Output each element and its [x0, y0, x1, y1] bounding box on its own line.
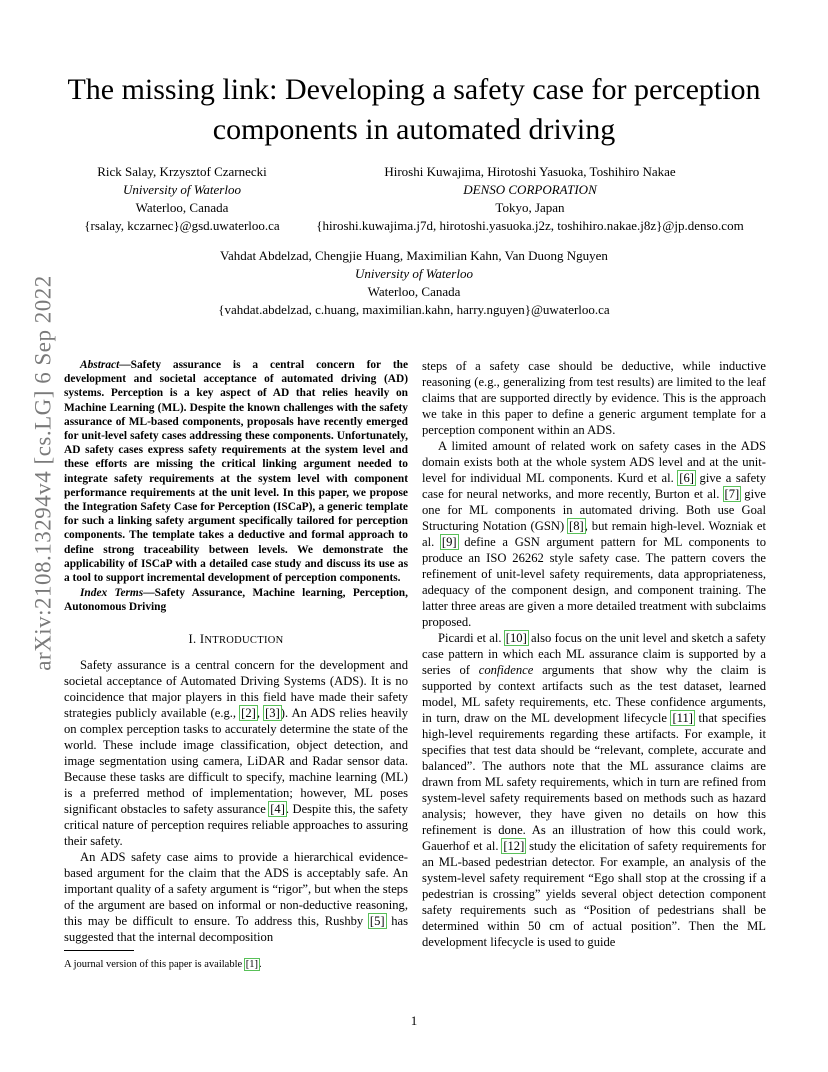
author-group-denso: [300, 163, 760, 235]
citation-link[interactable]: [3]: [265, 705, 280, 720]
author-email: {vahdat.abdelzad, c.huang, maximilian.kahn, harry.nguyen}@uwaterloo.ca: [218, 302, 610, 317]
intro-paragraph-5: [422, 630, 766, 950]
footnote: [64, 958, 408, 971]
citation-link[interactable]: [11]: [672, 711, 693, 725]
author-email: {rsalay, kczarnec}@gsd.uwaterloo.ca: [84, 218, 280, 233]
author-names: Rick Salay, Krzysztof Czarnecki: [97, 164, 267, 179]
text-run: study the elicitation of safety requirements for an ML-based pedestrian detector. For example, an analysis of the system-level safety requirement “Ego shall stop at the crossing if a pedestrian is crossing” yields several object detection component safety requirements such as “Position of pedestrians shall be determined within 50 cm of actual position”. Then the ML development lifecycle is used to guide: [422, 839, 766, 949]
text-run: ,: [256, 705, 265, 720]
emphasis-text: confidence: [478, 663, 534, 677]
author-group-waterloo-1: [72, 163, 292, 235]
citation-link[interactable]: [8]: [569, 519, 584, 533]
section-number: I.: [188, 631, 197, 646]
page-number: 1: [410, 1013, 418, 1028]
citation-link[interactable]: [2]: [241, 705, 256, 720]
section-first-letter: I: [199, 631, 205, 646]
author-affiliation: University of Waterloo: [355, 266, 473, 281]
text-run: , but remain high-level. Wozniak et al.: [422, 519, 766, 549]
left-column: [64, 358, 408, 945]
text-run: give a safety case for neural networks, and more recently, Burton et al.: [422, 471, 766, 501]
text-run: also focus on the unit level and sketch a safety case pattern in which each ML assurance claim is supported by a series of: [422, 631, 766, 677]
arxiv-side-stamp: [24, 274, 64, 671]
section-title-rest: NTRODUCTION: [204, 634, 284, 646]
arxiv-identifier: arXiv:2108.13294v4 [cs.LG] 6 Sep 2022: [31, 274, 56, 671]
author-group-waterloo-2: [150, 247, 678, 319]
text-run: arguments that show why the claim is supported by context artifacts such as the test dataset, learned model, ML safety requirements, etc. These confidence arguments, in turn, draw on the ML development lifecycle: [422, 663, 766, 725]
citation-link[interactable]: [12]: [503, 839, 525, 853]
text-run: An ADS safety case aims to provide a hierarchical evidence-based argument for the claim that the ADS is acceptably safe. An important quality of a safety argument is “rigor”, but when the steps of the argument are based on informal or non-deductive reasoning, this may be difficult to ensure. To address this, Rushby: [64, 849, 408, 928]
intro-paragraph-4: [422, 438, 766, 630]
author-affiliation: DENSO CORPORATION: [463, 182, 597, 197]
author-email: {hiroshi.kuwajima.j7d, hirotoshi.yasuoka.j2z, toshihiro.nakae.j8z}@jp.denso.com: [316, 218, 744, 233]
abstract-text: —Safety assurance is a central concern for the development and societal acceptance of automated driving (AD) systems. Perception is a key aspect of AD that relies heavily on Machine Learning (ML). Despite the known challenges with the safety assurance of ML-based components, proposals have recently emerged for unit-level safety cases addressing these components. Unfortunately, AD safety cases express safety requirements at the system level and these efforts are missing the critical linking argument needed to integrate safety requirements at the system level with component performance requirements at the unit level. In this paper, we propose the Integration Safety Case for Perception (ISCaP), a generic template for such a linking safety argument specifically tailored for perception components. The template takes a deductive and formal approach to define strong traceability between levels. We demonstrate the applicability of ISCaP with a detailed case study and discuss its use as a tool to support incremental development of perception components.: [64, 359, 408, 585]
citation-link[interactable]: [5]: [369, 913, 385, 928]
section-heading-introduction: [64, 631, 408, 649]
text-run: . Despite this, the safety critical nature of perception requires reliable approaches to assuring their safety.: [64, 801, 408, 848]
intro-paragraph-3: steps of a safety case should be deductive, while inductive reasoning (e.g., generalizing from test results) are limited to the leaf claims that are supported directly by evidence. This is the approach we take in this paper to define a generic argument template for a perception component within an ADS.: [422, 359, 766, 437]
paper-title: The missing link: Developing a safety case for perception components in automated driving: [67, 73, 761, 146]
text-run: that specifies high-level requirements regarding these artifacts. For example, it specifies that test data should be “relevant, complete, accurate and balanced”. The authors note that the ML assurance claims are drawn from ML safety requirements, which in turn are refined from system-level safety requirements based on methods such as hazard analysis; however, they have given no details on how this refinement is done. As an illustration of how this could work, Gauerhof et al.: [422, 711, 766, 853]
text-run: A limited amount of related work on safety cases in the ADS domain exists both at the whole system ADS level and at the unit-level for individual ML components. Kurd et al.: [422, 439, 766, 485]
text-run: define a GSN argument pattern for ML components to produce an ISO 26262 style safety case. The pattern covers the refinement of unit-level safety requirements, data appropriateness, adequacy of the component design, and component training. The latter three areas are given a more detailed treatment with subclaims proposed.: [422, 535, 766, 629]
text-run: Safety assurance is a central concern for the development and societal acceptance of Automated Driving Systems (ADS). It is no coincidence that major players in this field have made their safety strategies publicly available (e.g.,: [64, 657, 408, 720]
text-run: ). An ADS relies heavily on complex perception tasks to accurately determine the state of the world. These include image classification, object detection, and image segmentation using camera, LiDAR and Radar sensor data. Because these tasks are difficult to specify, machine learning (ML) is a preferred method of implementation; however, ML poses significant obstacles to safety assurance: [64, 705, 408, 816]
citation-link[interactable]: [4]: [270, 801, 285, 816]
text-run: give one for ML components in automated driving. Both use Goal Structuring Notation (GSN): [422, 487, 766, 533]
author-location: Waterloo, Canada: [135, 200, 229, 215]
citation-link[interactable]: [10]: [505, 631, 527, 645]
author-affiliation: University of Waterloo: [123, 182, 241, 197]
text-run: .: [259, 959, 262, 970]
abstract: [64, 358, 408, 585]
index-terms: [64, 586, 408, 614]
intro-paragraph-1: [64, 657, 408, 849]
right-column: [422, 358, 766, 950]
author-location: Waterloo, Canada: [367, 284, 461, 299]
abstract-lead: Abstract: [80, 359, 120, 371]
footnote-rule: [64, 950, 134, 951]
text-run: A journal version of this paper is available: [64, 959, 245, 970]
citation-link[interactable]: [6]: [679, 471, 694, 485]
text-run: has suggested that the internal decomposition: [64, 913, 408, 944]
text-run: Picardi et al.: [438, 631, 505, 645]
index-terms-text: —Safety Assurance, Machine learning, Perception, Autonomous Driving: [64, 587, 408, 614]
citation-link[interactable]: [1]: [245, 959, 259, 970]
citation-link[interactable]: [9]: [441, 535, 457, 549]
author-names: Vahdat Abdelzad, Chengjie Huang, Maximilian Kahn, Van Duong Nguyen: [220, 248, 608, 263]
author-location: Tokyo, Japan: [495, 200, 565, 215]
intro-paragraph-2: [64, 849, 408, 945]
citation-link[interactable]: [7]: [724, 487, 740, 501]
index-terms-lead: Index Terms: [80, 587, 144, 600]
author-names: Hiroshi Kuwajima, Hirotoshi Yasuoka, Toshihiro Nakae: [384, 164, 676, 179]
